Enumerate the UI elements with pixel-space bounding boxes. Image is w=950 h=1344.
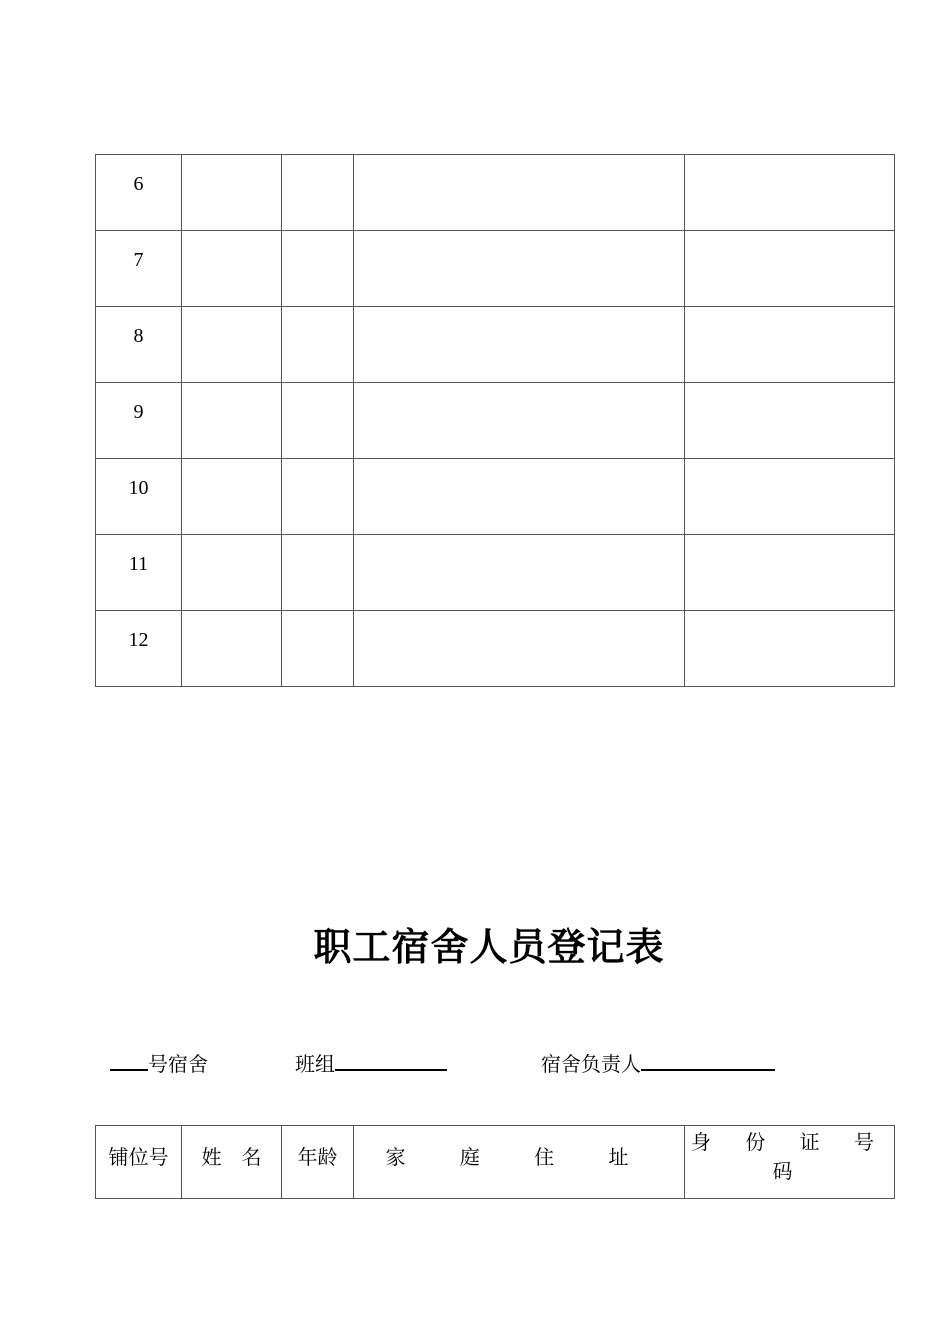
header-id-number: 身 份 证 号 码 <box>685 1126 895 1199</box>
header-name: 姓 名 <box>182 1126 282 1199</box>
home-address-cell[interactable] <box>354 155 685 231</box>
team-field <box>295 1047 447 1077</box>
dorm-suffix-label: 号宿舍 <box>148 1052 208 1076</box>
table-row <box>96 459 895 535</box>
bed-number-cell: 6 <box>96 155 182 231</box>
bed-number-cell: 7 <box>96 231 182 307</box>
age-cell[interactable] <box>282 155 354 231</box>
name-cell[interactable] <box>182 231 282 307</box>
header-home-address: 家 庭 住 址 <box>354 1126 685 1199</box>
bed-number-cell: 12 <box>96 611 182 687</box>
home-address-cell[interactable] <box>354 459 685 535</box>
home-address-cell[interactable] <box>354 611 685 687</box>
team-label: 班组 <box>295 1052 335 1076</box>
age-cell[interactable] <box>282 383 354 459</box>
id-number-cell[interactable] <box>685 611 895 687</box>
bed-number-cell: 10 <box>96 459 182 535</box>
age-cell[interactable] <box>282 231 354 307</box>
table-row <box>96 307 895 383</box>
header-age: 年龄 <box>282 1126 354 1199</box>
name-cell[interactable] <box>182 611 282 687</box>
age-cell[interactable] <box>282 535 354 611</box>
id-number-cell[interactable] <box>685 535 895 611</box>
home-address-cell[interactable] <box>354 535 685 611</box>
dorm-leader-field <box>541 1047 775 1077</box>
home-address-cell[interactable] <box>354 307 685 383</box>
name-cell[interactable] <box>182 535 282 611</box>
id-number-cell[interactable] <box>685 231 895 307</box>
team-blank[interactable] <box>335 1047 447 1071</box>
header-bed-number: 铺位号 <box>96 1126 182 1199</box>
header-row <box>96 1126 895 1199</box>
id-number-cell[interactable] <box>685 155 895 231</box>
name-cell[interactable] <box>182 383 282 459</box>
table-row <box>96 383 895 459</box>
dorm-leader-blank[interactable] <box>641 1047 775 1071</box>
table-row <box>96 611 895 687</box>
table-body <box>96 155 895 687</box>
bed-number-cell: 11 <box>96 535 182 611</box>
bed-number-cell: 8 <box>96 307 182 383</box>
registration-table-header <box>95 1125 895 1199</box>
age-cell[interactable] <box>282 611 354 687</box>
table-row <box>96 535 895 611</box>
dorm-leader-label: 宿舍负责人 <box>541 1052 641 1076</box>
home-address-cell[interactable] <box>354 231 685 307</box>
table-row <box>96 231 895 307</box>
name-cell[interactable] <box>182 307 282 383</box>
dorm-number-field <box>110 1047 208 1077</box>
form-title: 职工宿舍人员登记表 <box>313 924 665 969</box>
dorm-number-blank[interactable] <box>110 1047 148 1071</box>
age-cell[interactable] <box>282 459 354 535</box>
id-number-cell[interactable] <box>685 307 895 383</box>
name-cell[interactable] <box>182 155 282 231</box>
id-number-cell[interactable] <box>685 383 895 459</box>
name-cell[interactable] <box>182 459 282 535</box>
registration-table-continued <box>95 154 895 687</box>
home-address-cell[interactable] <box>354 383 685 459</box>
age-cell[interactable] <box>282 307 354 383</box>
id-number-cell[interactable] <box>685 459 895 535</box>
bed-number-cell: 9 <box>96 383 182 459</box>
table-row <box>96 155 895 231</box>
